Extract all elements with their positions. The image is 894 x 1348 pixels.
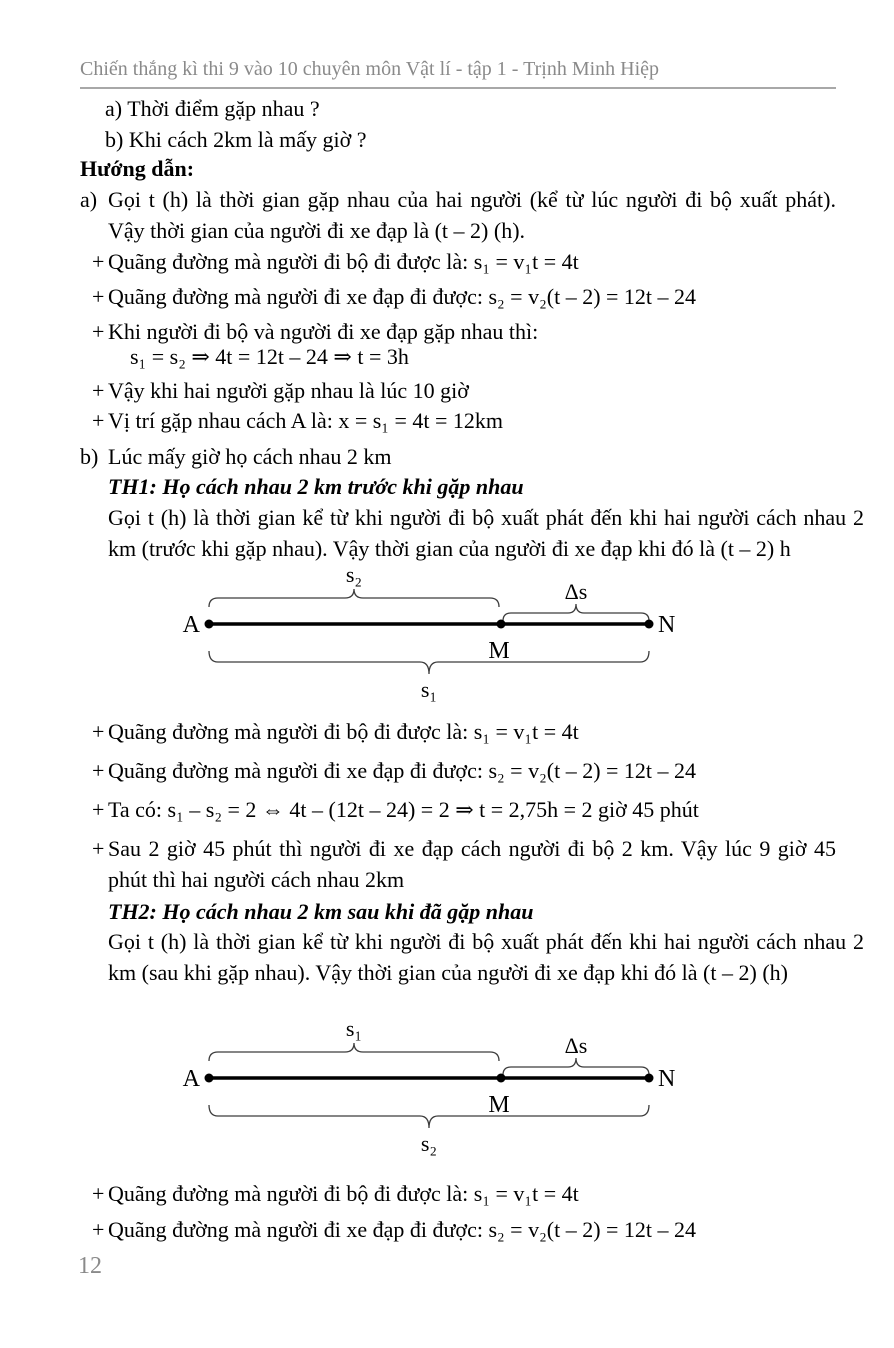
plus-marker: + [92, 719, 105, 744]
plus-marker: + [92, 758, 105, 783]
plus-marker: + [92, 797, 105, 822]
point-a-label: A [182, 1066, 200, 1092]
bullet-row [80, 246, 836, 277]
bullet-text: Quãng đường mà người đi bộ đi được là: s₁ = v₁t = 4t [108, 1181, 579, 1206]
bullet-text: Khi người đi bộ và người đi xe đạp gặp nhau thì: [108, 319, 539, 344]
page-number: 12 [78, 1253, 102, 1279]
bullet-row [80, 794, 836, 825]
case1-paragraph: Gọi t (h) là thời gian kể từ khi người đi bộ xuất phát đến khi hai người cách nhau 2 km (trước khi gặp nhau). Vậy thời gian của người đi xe đạp khi đó là (t – 2) h [108, 505, 864, 561]
diagram-1-svg [150, 558, 710, 703]
meeting-equation: s₁ = s₂ ⇒ 4t = 12t – 24 ⇒ t = 3h [130, 344, 409, 369]
diagram-2-top-label: s₁ [345, 1016, 363, 1041]
diagram-2-bottom-label: s₂ [420, 1131, 438, 1156]
bullet-text: Quãng đường mà người đi xe đạp đi được: s₂ = v₂(t – 2) = 12t – 24 [108, 284, 697, 309]
plus-marker: + [92, 249, 105, 274]
case2-heading: TH2: Họ cách nhau 2 km sau khi đã gặp nhau [108, 899, 534, 924]
point-n-label: N [658, 1066, 676, 1092]
brace-top-left [209, 1043, 499, 1061]
case2-bullets [80, 1178, 836, 1245]
distance-diagram-1 [150, 558, 710, 703]
brace-bottom [209, 1105, 649, 1128]
point-m-label: M [488, 638, 510, 664]
brace-bottom [209, 651, 649, 674]
bullet-text: Quãng đường mà người đi xe đạp đi được: s₂ = v₂(t – 2) = 12t – 24 [108, 1217, 697, 1242]
part-a-label: a) [80, 187, 98, 212]
diagram-2-delta-label: Δs [564, 1033, 588, 1058]
bullet-row [80, 833, 836, 895]
plus-marker: + [92, 408, 105, 433]
part-b-intro [80, 441, 836, 472]
point-m-dot [497, 620, 506, 629]
case1-heading: TH1: Họ cách nhau 2 km trước khi gặp nhau [108, 474, 524, 499]
part-a-bullets [80, 246, 836, 436]
bullet-row [80, 405, 836, 436]
point-m-label: M [488, 1092, 510, 1118]
point-a-dot [205, 1074, 214, 1083]
point-a-dot [205, 620, 214, 629]
case1-bullets [80, 716, 836, 895]
bullet-row [80, 1214, 836, 1245]
point-n-dot [645, 1074, 654, 1083]
plus-marker: + [92, 284, 105, 309]
bullet-row [80, 755, 836, 786]
part-a-intro-text: Gọi t (h) là thời gian gặp nhau của hai người (kể từ lúc người đi bộ xuất phát). Vậy thời gian của người đi xe đạp là (t – 2) (h). [108, 187, 836, 243]
diagram-1-bottom-label: s₁ [420, 677, 438, 702]
plus-marker: + [92, 836, 105, 861]
point-n-label: N [658, 612, 676, 638]
part-b-label: b) [80, 444, 99, 469]
point-n-dot [645, 620, 654, 629]
plus-marker: + [92, 378, 105, 403]
distance-diagram-2 [150, 1012, 710, 1157]
bullet-text: Vị trí gặp nhau cách A là: x = s₁ = 4t = 12km [108, 408, 504, 433]
point-a-label: A [182, 612, 200, 638]
bullet-row [80, 281, 836, 312]
point-m-dot [497, 1074, 506, 1083]
brace-top-left [209, 589, 499, 607]
bullet-text: Vậy khi hai người gặp nhau là lúc 10 giờ [108, 378, 469, 403]
diagram-1-top-label: s₂ [345, 562, 363, 587]
bullet-text: Quãng đường mà người đi bộ đi được là: s₁ = v₁t = 4t [108, 719, 579, 744]
book-title: Chiến thắng kì thi 9 vào 10 chuyên môn Vật lí - tập 1 - Trịnh Minh Hiệp [80, 58, 660, 80]
diagram-1-delta-label: Δs [564, 579, 588, 604]
plus-marker: + [92, 1217, 105, 1242]
bullet-text: Sau 2 giờ 45 phút thì người đi xe đạp cách người đi bộ 2 km. Vậy lúc 9 giờ 45 phút thì hai người cách nhau 2km [108, 836, 836, 892]
bullet-text: Quãng đường mà người đi xe đạp đi được: s₂ = v₂(t – 2) = 12t – 24 [108, 758, 697, 783]
plus-marker: + [92, 1181, 105, 1206]
part-a-intro [80, 184, 836, 246]
question-a: a) Thời điểm gặp nhau ? [105, 96, 320, 121]
brace-top-right [503, 604, 649, 621]
plus-marker: + [92, 319, 105, 344]
part-b-intro-text: Lúc mấy giờ họ cách nhau 2 km [108, 444, 392, 469]
running-header [80, 57, 836, 89]
diagram-2-svg [150, 1012, 710, 1157]
bullet-row [80, 375, 836, 406]
solution-heading: Hướng dẫn: [80, 156, 195, 181]
bullet-row [80, 716, 836, 747]
brace-top-right [503, 1058, 649, 1075]
bullet-row [80, 1178, 836, 1209]
bullet-text: Ta có: s₁ – s₂ = 2 ⇔ 4t – (12t – 24) = 2 ⇒ t = 2,75h = 2 giờ 45 phút [108, 797, 699, 822]
question-b: b) Khi cách 2km là mấy giờ ? [105, 127, 367, 152]
bullet-text: Quãng đường mà người đi bộ đi được là: s₁ = v₁t = 4t [108, 249, 579, 274]
case2-paragraph: Gọi t (h) là thời gian kể từ khi người đi bộ xuất phát đến khi hai người cách nhau 2 km (sau khi gặp nhau). Vậy thời gian của người đi xe đạp khi đó là (t – 2) (h) [108, 929, 864, 985]
